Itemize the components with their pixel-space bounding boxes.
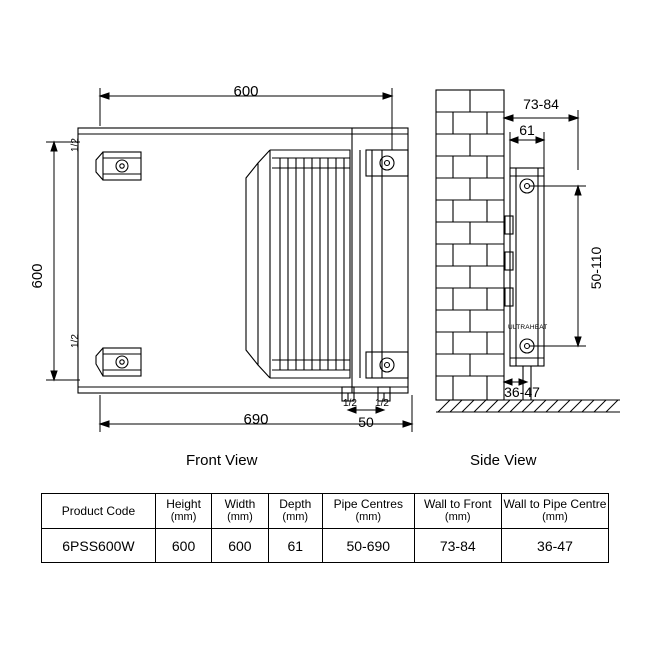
cell-height: 600: [155, 529, 211, 563]
dim-pipe-height-label: 50-110: [588, 246, 604, 290]
half-inch-top-label: 1/2: [70, 138, 81, 152]
col-width: Width (mm): [212, 494, 268, 529]
col-product-code: Product Code: [42, 494, 156, 529]
cell-depth: 61: [268, 529, 322, 563]
col-wall-to-pipe-centre: Wall to Pipe Centre (mm): [501, 494, 608, 529]
col-pipe-centres: Pipe Centres (mm): [322, 494, 414, 529]
spec-table: [41, 493, 609, 563]
brand-label: ULTRAHEAT: [508, 324, 548, 331]
cell-wall-to-front: 73-84: [414, 529, 501, 563]
side-view-caption: Side View: [470, 452, 537, 469]
front-view-caption: Front View: [186, 452, 258, 469]
dim-wall-to-pipe-centre-label: 36-47: [504, 384, 540, 400]
table-row: [42, 529, 609, 563]
dim-top-width-label: 600: [233, 83, 259, 100]
cell-wall-to-pipe-centre: 36-47: [501, 529, 608, 563]
dim-left-height-label: 600: [29, 263, 46, 289]
cell-width: 600: [212, 529, 268, 563]
cell-product-code: 6PSS600W: [42, 529, 156, 563]
dim-wall-to-front-label: 73-84: [523, 96, 559, 112]
dim-depth-label: 61: [519, 122, 535, 138]
half-inch-pipe-right-label: 1/2: [375, 398, 389, 409]
col-wall-to-front: Wall to Front (mm): [414, 494, 501, 529]
col-height: Height (mm): [155, 494, 211, 529]
cell-pipe-centres: 50-690: [322, 529, 414, 563]
dim-bottom-small-label: 50: [358, 414, 374, 430]
half-inch-pipe-left-label: 1/2: [343, 398, 357, 409]
col-depth: Depth (mm): [268, 494, 322, 529]
half-inch-bottom-label: 1/2: [70, 334, 81, 348]
table-header-row: [42, 494, 609, 529]
dim-bottom-width-label: 690: [243, 411, 269, 428]
